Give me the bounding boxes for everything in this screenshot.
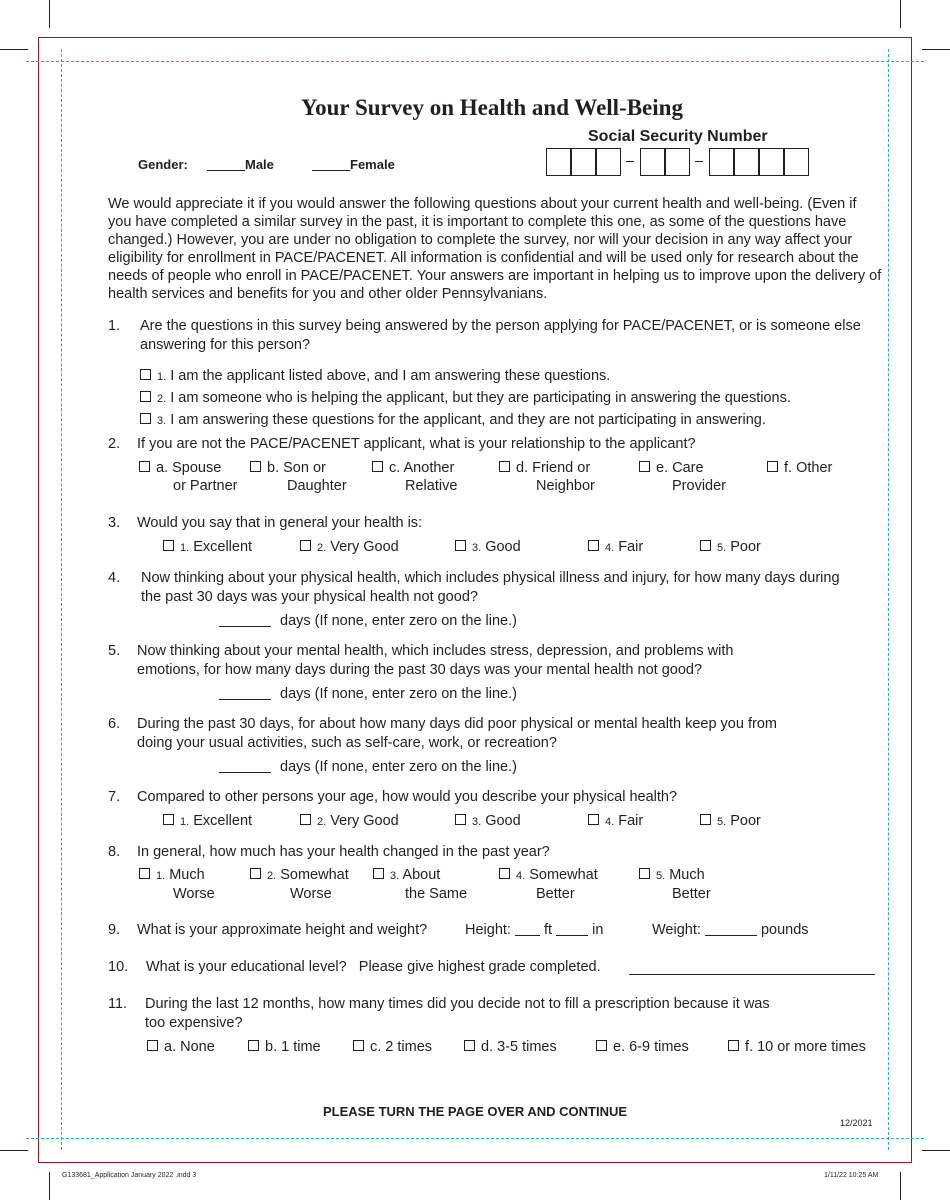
checkbox-icon [250, 868, 261, 879]
bleed-guide [888, 49, 889, 1150]
question-2-text: If you are not the PACE/PACENET applicant, what is your relationship to the applicant? [137, 436, 696, 452]
q2-option-b[interactable]: b. Son or Daughter [250, 459, 347, 495]
checkbox-icon [163, 814, 174, 825]
checkbox-icon [372, 461, 383, 472]
q1-option-1[interactable]: 1. I am the applicant listed above, and I am answering these questions. [140, 367, 610, 386]
crop-mark [900, 0, 901, 28]
question-number: 7. [108, 789, 121, 805]
crop-mark [922, 49, 950, 50]
gender-male-field[interactable] [207, 157, 274, 172]
checkbox-icon [767, 461, 778, 472]
crop-mark [0, 49, 28, 50]
ssn-digit-box[interactable] [709, 148, 734, 176]
q11-option-a[interactable]: a. None [147, 1038, 215, 1056]
ssn-digit-box[interactable] [665, 148, 690, 176]
checkbox-icon [139, 868, 150, 879]
q2-option-d[interactable]: d. Friend or Neighbor [499, 459, 595, 495]
question-number: 10. [108, 959, 129, 975]
height-field[interactable]: Height: ft in [465, 922, 604, 938]
q8-option-4[interactable]: 4. Somewhat Better [499, 866, 598, 903]
bleed-guide [61, 49, 62, 1150]
question-number: 5. [108, 643, 121, 659]
q8-option-2[interactable]: 2. Somewhat Worse [250, 866, 349, 903]
ssn-dash [695, 161, 703, 162]
q11-option-b[interactable]: b. 1 time [248, 1038, 321, 1056]
question-3-text: Would you say that in general your health is: [137, 515, 423, 531]
q4-days-field[interactable]: days (If none, enter zero on the line.) [219, 612, 517, 630]
weight-field[interactable]: Weight: pounds [652, 922, 809, 938]
q3-option-5[interactable]: 5. Poor [700, 538, 761, 557]
form-date: 12/2021 [840, 1118, 873, 1128]
crop-mark [49, 1172, 50, 1200]
question-9-text: What is your approximate height and weight? [137, 922, 428, 938]
q7-option-1[interactable]: 1. Excellent [163, 812, 252, 831]
checkbox-icon [163, 540, 174, 551]
ssn-digit-box[interactable] [596, 148, 621, 176]
q7-option-5[interactable]: 5. Poor [700, 812, 761, 831]
checkbox-icon [140, 413, 151, 424]
checkbox-icon [248, 1040, 259, 1051]
question-number: 6. [108, 716, 121, 732]
q3-option-1[interactable]: 1. Excellent [163, 538, 252, 557]
checkbox-icon [639, 868, 650, 879]
checkbox-icon [639, 461, 650, 472]
q8-option-5[interactable]: 5. Much Better [639, 866, 711, 903]
q2-option-c[interactable]: c. Another Relative [372, 459, 457, 495]
gender-female-field[interactable] [312, 157, 395, 172]
crop-mark [922, 1150, 950, 1151]
q2-option-e[interactable]: e. Care Provider [639, 459, 726, 495]
question-6-text: During the past 30 days, for about how many days did poor physical or mental health keep you from doing your usual activities, such as self-care, work, or recreation? [137, 716, 777, 751]
checkbox-icon [455, 540, 466, 551]
q11-option-c[interactable]: c. 2 times [353, 1038, 432, 1056]
ssn-label: Social Security Number [588, 128, 768, 145]
bleed-guide [26, 1138, 924, 1139]
ssn-digit-box[interactable] [571, 148, 596, 176]
ssn-digit-box[interactable] [784, 148, 809, 176]
q11-option-d[interactable]: d. 3-5 times [464, 1038, 557, 1056]
question-number: 1. [108, 318, 121, 334]
gender-male-label: Male [245, 157, 274, 172]
checkbox-icon [139, 461, 150, 472]
q8-option-1[interactable]: 1. Much Worse [139, 866, 215, 903]
checkbox-icon [140, 369, 151, 380]
continue-notice: PLEASE TURN THE PAGE OVER AND CONTINUE [322, 1104, 628, 1119]
ssn-digit-box[interactable] [759, 148, 784, 176]
checkbox-icon [373, 868, 384, 879]
print-timestamp: 1/11/22 10:25 AM [824, 1172, 879, 1179]
q5-days-field[interactable]: days (If none, enter zero on the line.) [219, 685, 517, 703]
checkbox-icon [700, 814, 711, 825]
question-number: 9. [108, 922, 121, 938]
q8-option-3[interactable]: 3. About the Same [373, 866, 467, 903]
education-input-line[interactable] [629, 974, 875, 975]
checkbox-icon [353, 1040, 364, 1051]
checkbox-icon [140, 391, 151, 402]
question-number: 3. [108, 515, 121, 531]
q2-option-f[interactable]: f. Other [767, 459, 832, 477]
crop-mark [0, 1150, 28, 1151]
ssn-digit-box[interactable] [546, 148, 571, 176]
question-4-text: Now thinking about your physical health, which includes physical illness and injury, for how many days during the past 30 days was your physical health not good? [141, 570, 840, 605]
q3-option-4[interactable]: 4. Fair [588, 538, 643, 557]
ssn-dash [626, 161, 634, 162]
checkbox-icon [499, 868, 510, 879]
file-slug: G133681_Application January 2022 .indd 3 [62, 1172, 197, 1179]
checkbox-icon [300, 540, 311, 551]
ssn-digit-box[interactable] [640, 148, 665, 176]
q11-option-f[interactable]: f. 10 or more times [728, 1038, 866, 1056]
question-11-text: During the last 12 months, how many times did you decide not to fill a prescription because it was too expensive? [145, 996, 770, 1031]
bleed-guide [26, 61, 924, 62]
checkbox-icon [588, 540, 599, 551]
question-8-text: In general, how much has your health changed in the past year? [137, 844, 550, 860]
q1-option-3[interactable]: 3. I am answering these questions for the applicant, and they are not participating in answering. [140, 411, 766, 430]
checkbox-icon [250, 461, 261, 472]
page-title: Your Survey on Health and Well-Being [301, 95, 683, 120]
checkbox-icon [300, 814, 311, 825]
checkbox-icon [147, 1040, 158, 1051]
q7-option-3[interactable]: 3. Good [455, 812, 521, 831]
q7-option-4[interactable]: 4. Fair [588, 812, 643, 831]
gender-female-label: Female [350, 157, 395, 172]
q11-option-e[interactable]: e. 6-9 times [596, 1038, 689, 1056]
question-number: 11. [108, 996, 128, 1012]
q7-option-2[interactable]: 2. Very Good [300, 812, 399, 831]
question-5-text: Now thinking about your mental health, which includes stress, depression, and problems with emotions, for how many days during the past 30 days was your mental health not good? [137, 643, 734, 678]
checkbox-icon [728, 1040, 739, 1051]
checkbox-icon [596, 1040, 607, 1051]
ssn-digit-box[interactable] [734, 148, 759, 176]
question-number: 4. [108, 570, 121, 586]
question-number: 8. [108, 844, 121, 860]
q3-option-2[interactable]: 2. Very Good [300, 538, 399, 557]
question-10-text: What is your educational level? Please give highest grade completed. [146, 959, 601, 975]
question-7-text: Compared to other persons your age, how would you describe your physical health? [137, 789, 678, 805]
q2-option-a[interactable]: a. Spouse or Partner [139, 459, 237, 495]
q3-option-3[interactable]: 3. Good [455, 538, 521, 557]
checkbox-icon [464, 1040, 475, 1051]
gender-label: Gender: [138, 157, 188, 172]
question-1-text: Are the questions in this survey being answered by the person applying for PACE/PACENET, or is someone else answering for this person? [140, 318, 861, 353]
crop-mark [900, 1172, 901, 1200]
question-number: 2. [108, 436, 121, 452]
checkbox-icon [455, 814, 466, 825]
checkbox-icon [499, 461, 510, 472]
crop-mark [49, 0, 50, 28]
q6-days-field[interactable]: days (If none, enter zero on the line.) [219, 758, 517, 776]
q1-option-2[interactable]: 2. I am someone who is helping the applicant, but they are participating in answering the questions. [140, 389, 791, 408]
checkbox-icon [588, 814, 599, 825]
checkbox-icon [700, 540, 711, 551]
intro-paragraph: We would appreciate it if you would answer the following questions about your current health and well-being. (Even if you have completed a similar survey in the past, it is important to complete this one, as some of the questions have changed.) However, you are under no obligation to complete the survey, nor will your decision in any way affect your eligibility for enrollment in PACE/PACENET. All information is confidential and will be used only for research about the needs of people who enroll in PACE/PACENET. Your answers are important in helping us to improve upon the delivery of health services and benefits for you and other older Pennsylvanians. [108, 196, 882, 302]
